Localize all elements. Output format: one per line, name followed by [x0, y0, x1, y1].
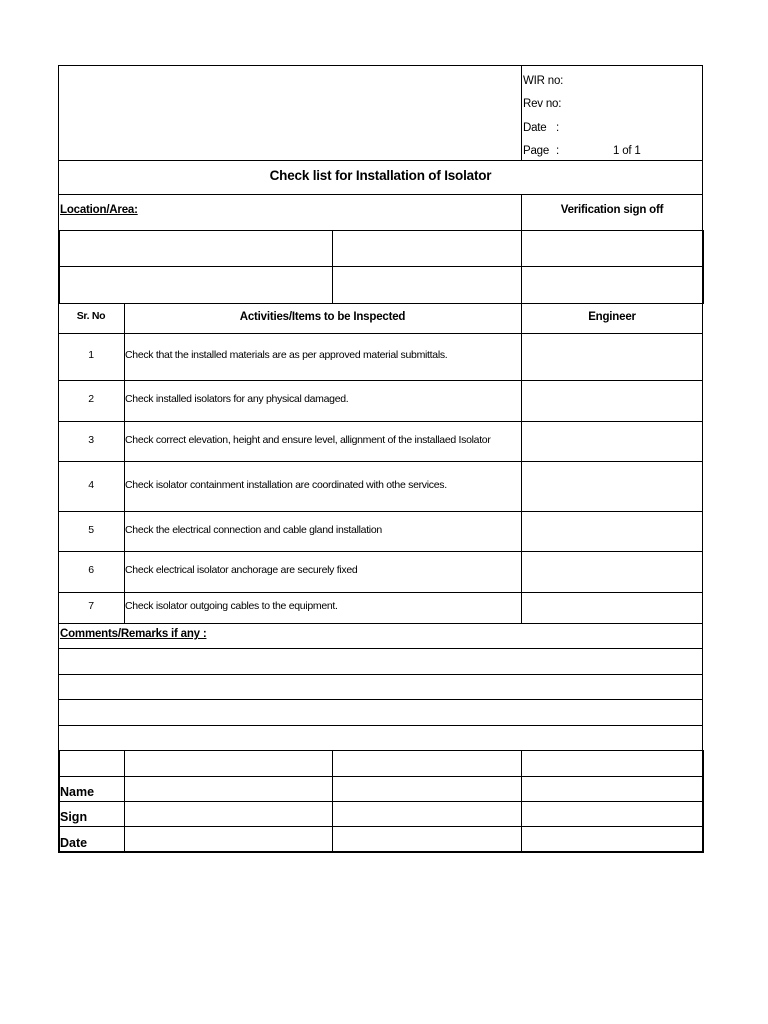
table-row-activity: Check that the installed materials are as per approved material submittals.: [125, 349, 448, 361]
signoff-line: [521, 750, 522, 852]
form-border: [58, 65, 703, 852]
row-line: [58, 421, 703, 422]
table-row-number: 7: [88, 600, 94, 612]
location-label: Location/Area:: [60, 204, 138, 216]
title-top-line: [58, 160, 703, 161]
grid-line: [521, 230, 522, 303]
signoff-sign-label: Sign: [60, 810, 88, 824]
grid-line: [58, 230, 704, 231]
table-row-number: 1: [88, 349, 94, 361]
table-row-number: 4: [88, 479, 94, 491]
comment-line: [58, 674, 703, 675]
header-divider: [521, 65, 522, 160]
rev-no-label: Rev no:: [523, 98, 562, 110]
wir-no-label: WIR no:: [523, 75, 564, 87]
grid-line: [58, 266, 704, 267]
comment-line: [58, 725, 703, 726]
signoff-date-label: Date: [60, 836, 88, 850]
table-row-activity: Check the electrical connection and cable gland installation: [125, 524, 382, 536]
column-header-engineer: Engineer: [588, 311, 636, 323]
grid-line: [332, 230, 333, 303]
row-line: [58, 592, 703, 593]
grid-line: [58, 303, 704, 304]
table-row-activity: Check installed isolators for any physical damaged.: [125, 393, 349, 405]
table-row-number: 6: [88, 564, 94, 576]
header-bottom-line: [58, 333, 703, 334]
date-colon: :: [556, 122, 559, 134]
signoff-line: [332, 750, 333, 852]
signoff-bottom-line: [58, 851, 704, 853]
date-label: Date: [523, 122, 547, 134]
grid-line: [59, 230, 60, 303]
row-line: [58, 511, 703, 512]
table-row-number: 2: [88, 393, 94, 405]
table-row-number: 5: [88, 524, 94, 536]
comment-line: [58, 699, 703, 700]
table-row-number: 3: [88, 434, 94, 446]
table-row-activity: Check isolator containment installation are coordinated with othe services.: [125, 479, 447, 491]
table-row-activity: Check correct elevation, height and ensure level, allignment of the installaed Isolator: [125, 434, 491, 446]
comments-label: Comments/Remarks if any :: [60, 628, 207, 640]
signoff-line: [703, 750, 704, 852]
column-header-srno: Sr. No: [76, 310, 106, 322]
signoff-line: [58, 776, 704, 777]
row-line: [58, 551, 703, 552]
page-value: 1 of 1: [613, 145, 641, 157]
page-label: Page: [523, 145, 550, 157]
row-line: [58, 623, 703, 624]
signoff-line: [58, 826, 704, 827]
engineer-column-line: [521, 303, 522, 623]
verification-label: Verification sign off: [560, 204, 664, 216]
page-title: Check list for Installation of Isolator: [269, 168, 492, 183]
row-line: [58, 461, 703, 462]
signoff-line: [58, 750, 704, 751]
grid-line: [703, 230, 704, 303]
page-colon: :: [556, 145, 559, 157]
table-row-activity: Check electrical isolator anchorage are securely fixed: [125, 564, 358, 576]
signoff-name-label: Name: [60, 785, 95, 799]
table-row-activity: Check isolator outgoing cables to the equipment.: [125, 600, 338, 612]
column-header-activity: Activities/Items to be Inspected: [239, 311, 406, 323]
signoff-line: [58, 801, 704, 802]
location-top-line: [58, 194, 703, 195]
comment-line: [58, 648, 703, 649]
signoff-line: [124, 750, 125, 852]
row-line: [58, 380, 703, 381]
